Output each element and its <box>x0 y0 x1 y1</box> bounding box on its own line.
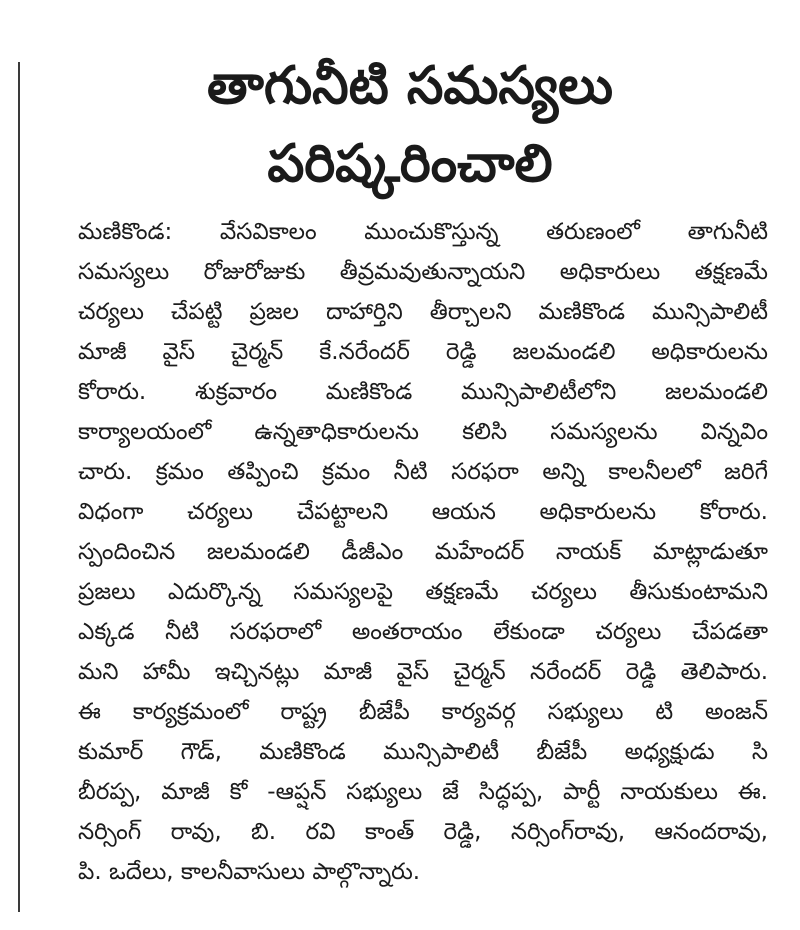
body-line: ప్రజలు ఎదుర్కొన్న సమస్యలపై తక్షణమే చర్యలు తీసుకుంటామని <box>78 579 768 605</box>
article-body <box>78 212 768 892</box>
body-line: బీరప్ప, మాజీ కో -ఆప్షన్ సభ్యులు జే సిద్ధప్ప, పార్టీ నాయకులు ఈ. <box>78 779 768 805</box>
headline-line-1: తాగునీటి సమస్యలు <box>206 56 614 116</box>
body-line: చారు. క్రమం తప్పించి క్రమం నీటి సరఫరా అన్ని కాలనీలలో జరిగే <box>78 459 768 485</box>
body-line: సమస్యలు రోజురోజుకు తీవ్రమవుతున్నాయని అధికారులు తక్షణమే <box>78 259 768 285</box>
body-line: స్పందించిన జలమండలి డీజీఎం మహేందర్ నాయక్ మాట్లాడుతూ <box>78 539 768 565</box>
body-line: మాజీ వైస్ చైర్మన్ కే.నరేందర్ రెడ్డి జలమండలి అధికారులను <box>78 339 768 365</box>
headline-line-2: పరిష్కరించాలి <box>267 134 553 194</box>
body-line: చర్యలు చేపట్టి ప్రజల దాహార్తిని తీర్చాలని మణికొండ మున్సిపాలిటీ <box>78 299 768 325</box>
body-line: కోరారు. శుక్రవారం మణికొండ మున్సిపాలిటీలోని జలమండలి <box>78 379 768 405</box>
body-line: కుమార్ గౌడ్, మణికొండ మున్సిపాలిటీ బీజేపీ అధ్యక్షుడు సి <box>78 739 768 765</box>
body-line: ఈ కార్యక్రమంలో రాష్ట్ర బీజేపీ కార్యవర్గ సభ్యులు టి అంజన్ <box>78 699 768 725</box>
body-line: మని హామీ ఇచ్చినట్లు మాజీ వైస్ చైర్మన్ నరేందర్ రెడ్డి తెలిపారు. <box>78 659 768 685</box>
body-line: పి. ఒదేలు, కాలనీవాసులు పాల్గొన్నారు. <box>78 859 421 885</box>
body-line: నర్సింగ్ రావు, బి. రవి కాంత్ రెడ్డి, నర్సింగ్‌రావు, ఆనందరావు, <box>78 819 768 845</box>
body-line: కార్యాలయంలో ఉన్నతాధికారులను కలిసి సమస్యలను విన్నవిం <box>78 419 768 445</box>
column-rule <box>18 62 20 912</box>
body-line: ఎక్కడ నీటి సరఫరాలో అంతరాయం లేకుండా చర్యలు చేపడతా <box>78 619 768 645</box>
body-line: మణికొండ: వేసవికాలం ముంచుకొస్తున్న తరుణంలో తాగునీటి <box>78 219 768 245</box>
body-line: విధంగా చర్యలు చేపట్టాలని ఆయన అధికారులను కోరారు. <box>78 499 768 525</box>
